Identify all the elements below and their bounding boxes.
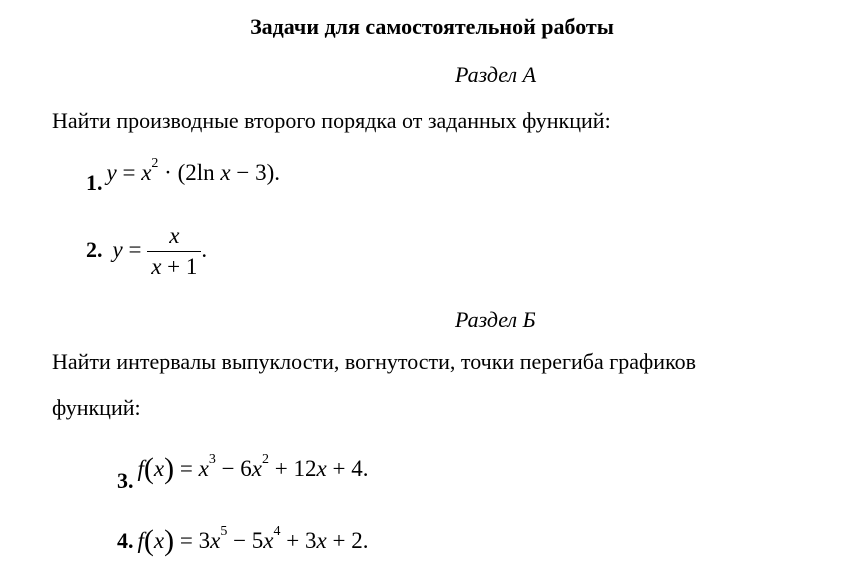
problem-3 xyxy=(117,450,369,493)
fraction: $\frac{x}{x + 1}$ xyxy=(147,221,201,282)
problem-number: 4. xyxy=(117,528,134,553)
problem-2 xyxy=(86,221,207,282)
problem-1 xyxy=(86,156,280,195)
formula-problem-3: $f(x) = x^3 - 6x^2 + 12x + 4$. xyxy=(137,452,369,485)
formula-problem-2: y = $\frac{x}{x + 1}$ . xyxy=(113,237,208,262)
formula-problem-4: $f(x) = 3x^5 - 5x^4 + 3x + 2$. xyxy=(137,524,369,557)
page-title: Задачи для самостоятельной работы xyxy=(250,14,614,39)
problem-4 xyxy=(117,522,368,556)
formula-problem-1: $y = x^2 \cdot (2\ln$ x − 3). xyxy=(106,156,280,185)
problem-number: 2. xyxy=(86,236,103,262)
section-a-heading: Раздел А xyxy=(455,62,537,87)
section-b-task-line1: Найти интервалы выпуклости, вогнутости, точки перегиба графиков xyxy=(52,349,697,374)
problem-number: 1. xyxy=(86,170,103,195)
section-a-task: Найти производные второго порядка от заданных функций: xyxy=(52,108,611,133)
section-b-task-line2: функций: xyxy=(52,395,141,420)
section-b-heading: Раздел Б xyxy=(455,307,536,332)
problem-number: 3. xyxy=(117,468,134,493)
